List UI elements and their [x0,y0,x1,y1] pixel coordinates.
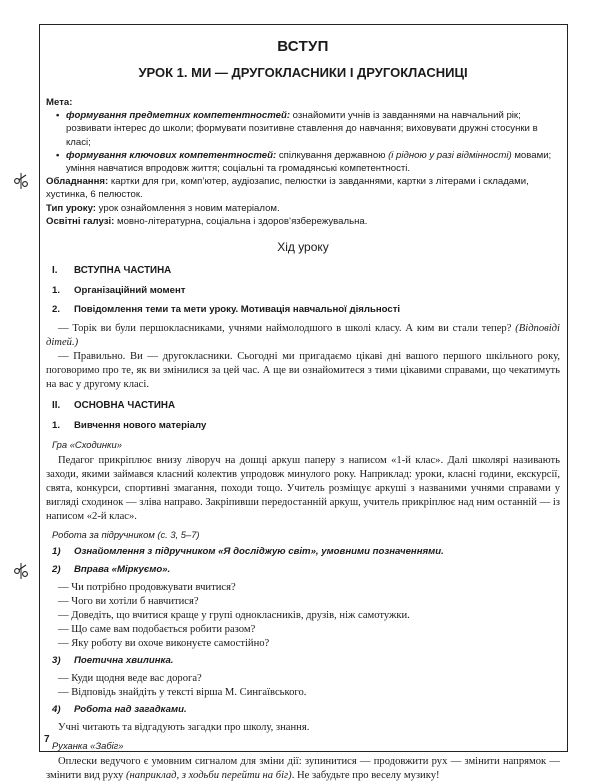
item-number: 3) [52,655,61,667]
paragraph-note: (наприклад, з ходьби перейти на біг) [125,770,292,782]
paragraph: Педагог прикріплює внизу ліворуч на дошці аркуш паперу з написом «1-й клас». Далі школярі називають заходи, якими займався класний колектив упродовж минулого року. Наприклад: уроки, класні години, екскурсії, свята, конкурси, спортивні змагання, походи тощо. Учитель розміщує аркуші з названими учнями справами у вигляді сходинок — зліва направо. Закріпивши передостанній аркуш, учитель прикріплює над ним останній — із написом «2-й клас». [46,455,560,523]
question-line: — Яку роботу ви охоче виконуєте самостійно? [58,638,270,650]
exercise-label: Руханка «Забіг» [52,740,124,752]
scissors-icon [12,562,30,580]
fields-line [46,215,560,228]
equipment-line [46,175,560,201]
subsection-title: Організаційний момент [74,285,186,297]
question-list [46,581,560,651]
equipment-label: Обладнання: [46,176,109,188]
poem-question-list [46,672,560,700]
page-content [46,40,560,783]
subsection-heading [52,284,560,298]
item-number: 2) [52,564,61,576]
item-heading [52,563,560,577]
question-line: — Чого ви хотіли б навчитися? [58,596,199,608]
subsection-title: Вивчення нового матеріалу [74,420,207,432]
paragraph [46,322,560,350]
item-title: Робота над загадками. [74,704,187,716]
subsection-heading [52,419,560,433]
page-number: 7 [44,734,50,745]
question-line: — Що саме вам подобається робити разом? [58,624,256,636]
item-heading [52,545,560,559]
section-number: II. [52,400,61,412]
goal-item [58,109,560,149]
goal-label: Мета: [46,97,73,108]
paragraph: — Правильно. Ви — другокласники. Сьогодні ми пригадаємо цікаві дні вашого першого шкільного року, поговоримо про те, як ви змінилися за цей час. А ще ви ознайомитеся з тими цікавими справами, що чекатимуть на вас у другому класі. [46,351,560,391]
goal-item-lead: формування ключових компетентностей: [66,149,277,161]
textbook-label: Робота за підручником (с. 3, 5–7) [52,529,200,541]
subsection-number: 2. [52,304,61,316]
question-line: — Чи потрібно продовжувати вчитися? [58,582,236,594]
question-line: — Доведіть, що вчитися краще у групі однокласників, друзів, ніж самотужки. [58,610,410,622]
lesson-type-text: урок ознайомлення з новим матеріалом. [96,202,280,214]
game-label: Гра «Сходинки» [52,439,122,451]
goal-item-lead: формування предметних компетентностей: [66,110,291,122]
paragraph-text: Оплески ведучого є умовним сигналом для зміни дії: зупинитися — продовжити рух — змінити напрямок — змінити вид руху [46,756,560,782]
fields-label: Освітні галузі: [46,215,115,227]
subsection-number: 1. [52,285,61,297]
item-number: 4) [52,704,61,716]
goal-item-text: мовами; уміння навчатися впродовж життя; соціальні та громадянські компетентності. [66,149,552,175]
item-heading [52,703,560,717]
item-title: Ознайомлення з підручником «Я досліджую світ», умовними позначеннями. [74,546,444,558]
paragraph-text: . Не забудьте про веселу музику! [291,770,440,782]
fields-text: мовно-літературна, соціальна і здоров’язбережувальна. [114,215,368,227]
item-heading [52,654,560,668]
intro-title: ВСТУП [277,38,329,55]
subsection-heading [52,303,560,317]
section-number: I. [52,265,58,277]
subsection-title: Повідомлення теми та мети уроку. Мотивація навчальної діяльності [74,304,401,316]
lesson-type-label: Тип уроку: [46,202,96,214]
goal-list [46,109,560,175]
item-number: 1) [52,546,61,558]
paragraph [46,755,560,783]
paragraph-note: (Відповіді дітей.) [46,323,560,349]
equipment-text: картки для гри, комп’ютер, аудіозапис, пелюстки із завданнями, картки з літерами і складами, хустинка, 6 пелюсток. [46,176,529,201]
scissors-icon [12,172,30,190]
goal-item-text: спілкування державною [276,149,389,161]
item-title: Поетична хвилинка. [74,655,174,667]
question-line: — Куди щодня веде вас дорога? [58,673,202,685]
paragraph-text: — Торік ви були першокласниками, учнями наймолодшого в школі класу. А ким ви стали тепер? [58,323,516,335]
goal-item-text: ознайомити учнів із завданнями на навчальний рік; розвивати інтерес до школи; формувати позитивне ставлення до навчання; виховувати дружні стосунки в класі; [66,110,538,148]
lesson-type-line [46,202,560,215]
section-heading [52,399,560,413]
lesson-meta [46,96,560,228]
item-title: Вправа «Міркуємо». [74,564,171,576]
course-heading: Хід уроку [277,240,329,255]
section-title: ВСТУПНА ЧАСТИНА [74,265,172,277]
goal-item [58,149,560,175]
goal-item-paren: (і рідною у разі відмінності) [388,149,512,161]
section-title: ОСНОВНА ЧАСТИНА [74,400,176,412]
subsection-number: 1. [52,420,61,432]
lesson-title: УРОК 1. МИ — ДРУГОКЛАСНИКИ І ДРУГОКЛАСНИЦІ [138,65,468,80]
riddle-line: Учні читають та відгадують загадки про школу, знання. [58,722,310,734]
section-heading [52,264,560,278]
question-line: — Відповідь знайдіть у тексті вірша М. Сингаївського. [58,687,307,699]
